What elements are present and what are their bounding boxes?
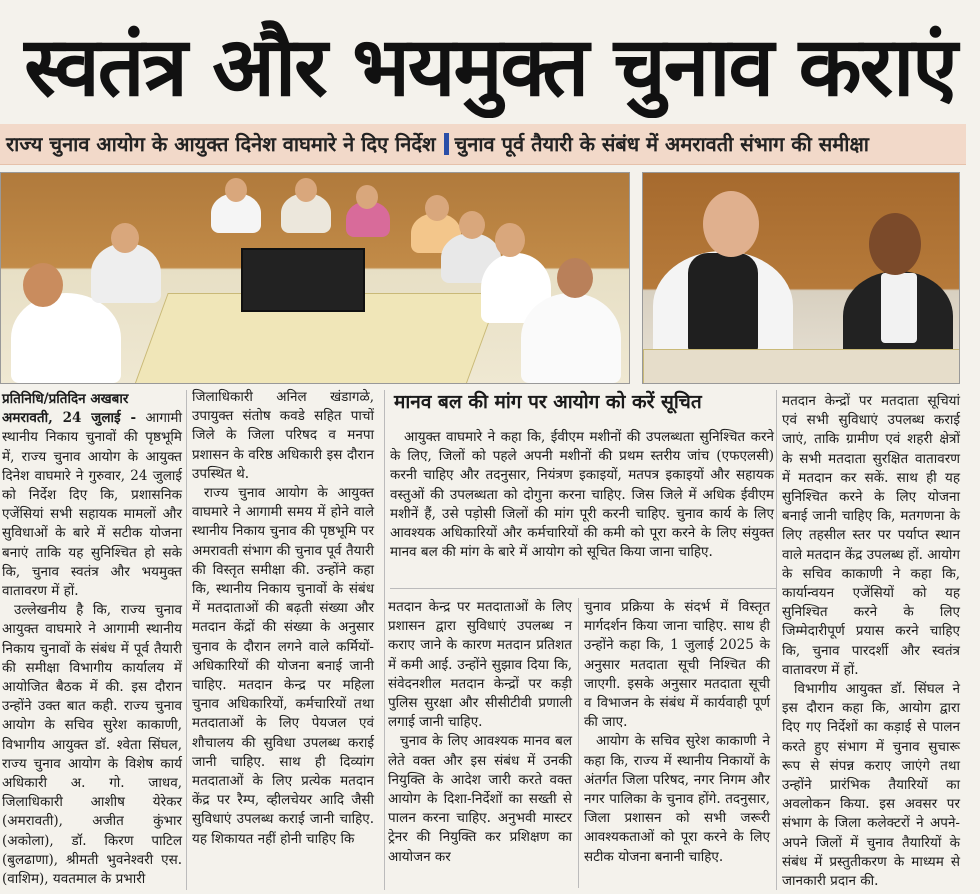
- paragraph: जिलाधिकारी अनिल खंडागळे, उपायुक्त संतोष कवडे सहित पाचों जिले के जिला परिषद व मनपा प्रशासन के वरिष्ठ अधिकारी इस दौरान उपस्थित थे.: [192, 389, 374, 482]
- paragraph: विभागीय आयुक्त डॉ. सिंघल ने इस दौरान कहा कि, आयोग द्वारा दिए गए निर्देशों का कड़ाई से पालन करते हुए संभाग में चुनाव सुचारू रूप से संपन्न कराए जाएंगे तथा उन्होंने प्रारंभिक तैयारियों का अवलोकन किया. इस अवसर पर संभाग के जिला कलेक्टरों ने अपने-अपने जिलों में चुनाव तैयारियों के संबंध में प्रस्तुतीकरण के माध्यम से जानकारी प्रदान की.: [782, 681, 960, 890]
- section-divider: [390, 588, 776, 589]
- paragraph: मतदान केन्द्र पर मतदाताओं के लिए प्रशासन द्वारा सुविधाएं उपलब्ध न कराए जाने के कारण मतदान प्रतिशत में कमी आई. उन्होंने सुझाव दिया कि, संवेदनशील मतदान केन्द्रों पर कड़ी पुलिस सुरक्षा और सीसीटीवी प्रणाली लगाई जानी चाहिए.: [388, 599, 572, 731]
- column-divider: [186, 390, 187, 890]
- article-column-3: [388, 598, 572, 867]
- paragraph: आगामी स्थानीय निकाय चुनावों की पृष्ठभूमि में, राज्य चुनाव आयोग के आयुक्त दिनेश वाघमारे ने गुरुवार, 24 जुलाई को निर्देश दिए कि, प्रशासनिक एजेंसियां सभी सहायक मामलों और सुविधाओं के बारे में सटीक योजना बनाएं ताकि यह सुनिश्चित हो सके कि, चुनाव स्वतंत्र और भयमुक्त वातावरण में हों.: [2, 410, 182, 600]
- paragraph: राज्य चुनाव आयोग के आयुक्त वाघमारे ने आगामी समय में होने वाले स्थानीय निकाय चुनाव की पृष्ठभूमि पर अमरावती संभाग की चुनाव पूर्व तैयारी की विस्तृत समीक्षा की. उन्होंने कहा कि, स्थानीय निकाय चुनावों के संबंध में मतदाताओं की बढ़ती संख्या और मतदान केंद्रों की संख्या के अनुसार चुनाव के दौरान लगने वाले कर्मियों-अधिकारियों की योजना बनाई जानी चाहिए. मतदान केन्द्र पर महिला चुनाव अधिकारियों, कर्मचारियों तथा मतदाताओं के लिए पेयजल एवं शौचालय की सुविधा उपलब्ध कराई जानी चाहिए. साथ ही दिव्यांग मतदाताओं के लिए प्रत्येक मतदान केंद्र पर रैम्प, व्हीलचेयर आदि जैसी सुविधाएं उपलब्ध कराई जानी चाहिए. यह शिकायत नहीं होनी चाहिए कि: [192, 485, 374, 847]
- paragraph: चुनाव के लिए आवश्यक मानव बल लेते वक्त और इस संबंध में उनकी नियुक्ति के आदेश जारी करते वक्त आयोग के दिशा-निर्देशों का सख्ती से पालन करना चाहिए. अनुभवी मास्टर ट्रेनर की नियुक्ति कर प्रशिक्षण का आयोजन कर: [388, 733, 572, 865]
- monitor-icon: [241, 248, 365, 312]
- paragraph: आयोग के सचिव सुरेश काकाणी ने कहा कि, राज्य में स्थानीय निकायों के अंतर्गत जिला परिषद, नगर निगम और नगर पालिका के चुनाव होंगे. तदनुसार, जिला प्रशासन को सभी जरूरी आवश्यकताओं को पूरा करने के लिए सटीक योजना बनानी चाहिए.: [584, 733, 770, 865]
- paragraph: उल्लेखनीय है कि, राज्य चुनाव आयुक्त वाघमारे ने आगामी स्थानीय निकाय चुनावों के संबंध में पूर्व तैयारी की समीक्षा विभागीय कार्यालय में आयोजित बैठक में की. इस दौरान उन्होंने उक्त बात कही. राज्य चुनाव आयोग के सचिव सुरेश काकाणी, विभागीय आयुक्त डॉ. श्वेता सिंघल, राज्य चुनाव आयोग के विशेष कार्य अधिकारी अ. गो. जाधव, जिलाधिकारी आशीष येरेकर (अमरावती), अजीत कुंभार (अकोला), डॉ. किरण पाटिल (बुलढाणा), श्रीमती भुवनेश्वरी एस. (वाशिम), यवतमाल के प्रभारी: [2, 602, 182, 888]
- article-column-2: [192, 388, 374, 849]
- subsection: [390, 388, 774, 584]
- paragraph: आयुक्त वाघमारे ने कहा कि, ईवीएम मशीनों की उपलब्धता सुनिश्चित करने के लिए, जिलों को पहले अपनी मशीनों की प्रथम स्तरीय जांच (एफएलसी) करनी चाहिए और तदनुसार, नियंत्रण इकाइयों, मतपत्र इकाइयों और सहायक वस्तुओं की उपलब्धता को दोगुना करना चाहिए. जिस जिले में अधिक ईवीएम मशीनें हैं, उसे पड़ोसी जिलों की मांग पूरी करनी चाहिए. चुनाव कार्य के लिए आवश्यक अधिकारियों और कर्मचारियों की कमी को पूरा करने के लिए संयुक्त मानव बल की मांग के बारे में आयोग को सूचित किया जाना चाहिए.: [390, 429, 774, 561]
- subheadline: [0, 124, 966, 165]
- paragraph: चुनाव प्रक्रिया के संदर्भ में विस्तृत मार्गदर्शन किया जाना चाहिए. साथ ही उन्होंने कहा कि, 1 जुलाई 2025 के अनुसार मतदाता सूची निश्चित की जाएगी. इसके अनुसार मतदाता सूची व विभाजन के संबंध में कार्यवाही पूर्ण की जाए.: [584, 599, 770, 731]
- article-column-1: [2, 390, 182, 889]
- dateline: अमरावती, 24 जुलाई -: [2, 410, 137, 427]
- paragraph: मतदान केन्द्रों पर मतदाता सूचियां एवं सभी सुविधाएं उपलब्ध कराई जाएं, ताकि ग्रामीण एवं शहरी क्षेत्रों के सभी मतदाता सुरक्षित वातावरण में मतदान कर सकें. साथ ही यह सुनिश्चित करने के लिए योजना बनाई जानी चाहिए कि, मतगणना के लिए तहसील स्तर पर पर्याप्त स्थान वाले मतदान केंद्र उपलब्ध हों. आयोग के सचिव काकाणी ने कहा कि, कार्यान्वयन एजेंसियों को यह सुनिश्चित करने के लिए जिम्मेदारीपूर्ण प्रयास करने चाहिए कि, चुनाव पारदर्शी और स्वतंत्र वातावरण में हों.: [782, 393, 960, 678]
- column-divider: [776, 390, 777, 890]
- meeting-photo-closeup: [642, 172, 960, 384]
- article-column-5: [782, 392, 960, 891]
- subhead-left: राज्य चुनाव आयोग के आयुक्त दिनेश वाघमारे ने दिए निर्देश: [6, 132, 436, 156]
- meeting-photo-wide: [0, 172, 630, 384]
- article-column-4: [584, 598, 770, 867]
- column-divider: [578, 598, 579, 888]
- subhead-divider: [444, 133, 449, 155]
- headline: स्वतंत्र और भयमुक्त चुनाव कराएं: [24, 20, 956, 115]
- column-divider: [384, 390, 385, 890]
- byline: प्रतिनिधि/प्रतिदिन अखबार: [2, 391, 129, 407]
- subhead-right: चुनाव पूर्व तैयारी के संबंध में अमरावती संभाग की समीक्षा: [454, 132, 869, 156]
- subsection-title: मानव बल की मांग पर आयोग को करें सूचित: [394, 391, 702, 413]
